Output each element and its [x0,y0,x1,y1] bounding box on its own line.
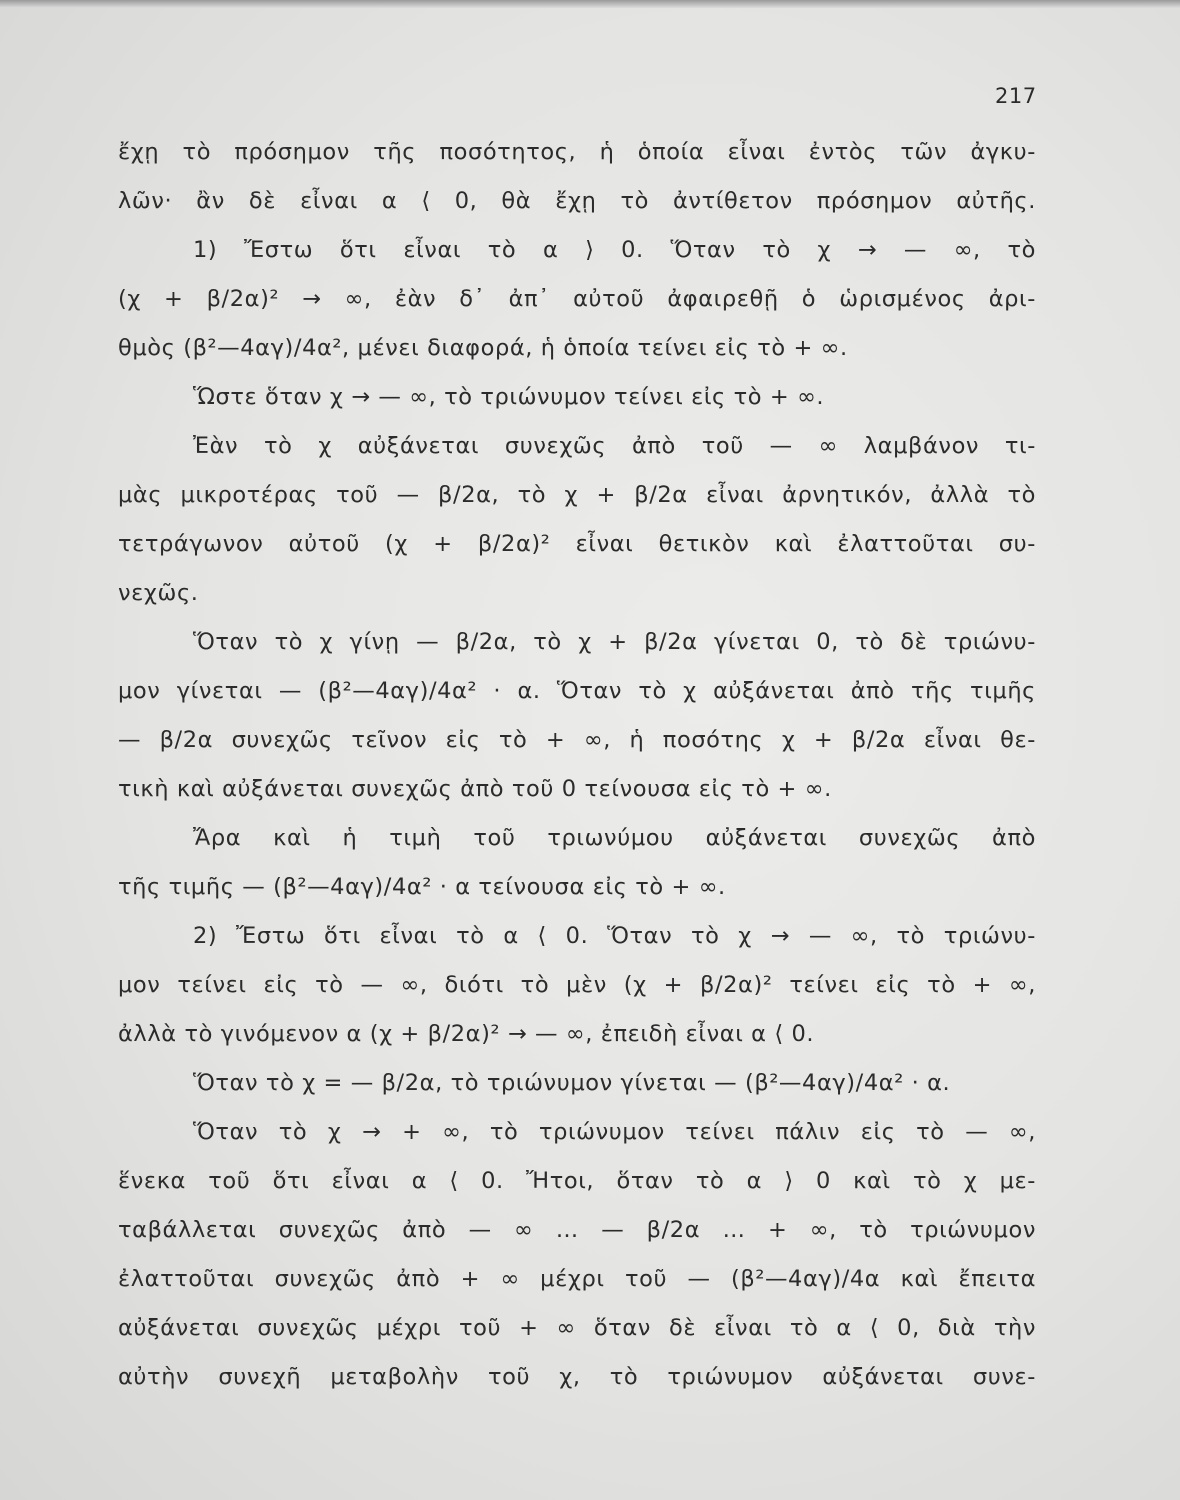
text-line: λῶν· ἂν δὲ εἶναι α ⟨ 0, θὰ ἔχῃ τὸ ἀντίθετον πρόσημον αὐτῆς. [118,188,1036,214]
text-line: — β/2α συνεχῶς τεῖνον εἰς τὸ + ∞, ἡ ποσότης χ + β/2α εἶναι θε- [118,727,1036,753]
text-line: ἕνεκα τοῦ ὅτι εἶναι α ⟨ 0. Ἤτοι, ὅταν τὸ α ⟩ 0 καὶ τὸ χ με- [118,1168,1036,1194]
text-line: μὰς μικροτέρας τοῦ — β/2α, τὸ χ + β/2α εἶναι ἀρνητικόν, ἀλλὰ τὸ [118,482,1036,508]
text-line: Ἄρα καὶ ἡ τιμὴ τοῦ τριωνύμου αὐξάνεται συνεχῶς ἀπὸ [193,825,1036,851]
text-line: τῆς τιμῆς — (β²—4αγ)/4α² · α τείνουσα εἰς τὸ + ∞. [118,874,726,900]
text-line: μον τείνει εἰς τὸ — ∞, διότι τὸ μὲν (χ + β/2α)² τείνει εἰς τὸ + ∞, [118,972,1036,998]
text-line: Ὅταν τὸ χ γίνῃ — β/2α, τὸ χ + β/2α γίνεται 0, τὸ δὲ τριώνυ- [193,629,1036,655]
text-line: μον γίνεται — (β²—4αγ)/4α² · α. Ὅταν τὸ χ αὐξάνεται ἀπὸ τῆς τιμῆς [118,678,1036,704]
text-line: ἐλαττοῦται συνεχῶς ἀπὸ + ∞ μέχρι τοῦ — (β²—4αγ)/4α καὶ ἔπειτα [118,1266,1036,1292]
text-line: (χ + β/2α)² → ∞, ἐὰν δ᾽ ἀπ᾽ αὐτοῦ ἀφαιρεθῇ ὁ ὡρισμένος ἀρι- [118,286,1036,312]
page-number: 217 [995,84,1037,108]
text-line: Ἐὰν τὸ χ αὐξάνεται συνεχῶς ἀπὸ τοῦ — ∞ λαμβάνον τι- [193,433,1036,459]
text-line: ἔχῃ τὸ πρόσημον τῆς ποσότητος, ἡ ὁποία εἶναι ἐντὸς τῶν ἀγκυ- [118,139,1036,165]
text-line: ἀλλὰ τὸ γινόμενον α (χ + β/2α)² → — ∞, ἐπειδὴ εἶναι α ⟨ 0. [118,1021,815,1047]
text-line: 2) Ἔστω ὅτι εἶναι τὸ α ⟨ 0. Ὅταν τὸ χ → — ∞, τὸ τριώνυ- [193,923,1036,949]
text-line: αὐξάνεται συνεχῶς μέχρι τοῦ + ∞ ὅταν δὲ εἶναι τὸ α ⟨ 0, διὰ τὴν [118,1315,1036,1341]
text-line: Ὅταν τὸ χ = — β/2α, τὸ τριώνυμον γίνεται — (β²—4αγ)/4α² · α. [193,1070,951,1096]
text-line: ταβάλλεται συνεχῶς ἀπὸ — ∞ … — β/2α … + ∞, τὸ τριώνυμον [118,1217,1036,1243]
text-line: τετράγωνον αὐτοῦ (χ + β/2α)² εἶναι θετικὸν καὶ ἐλαττοῦται συ- [118,531,1036,557]
text-line: θμὸς (β²—4αγ)/4α², μένει διαφορά, ἡ ὁποία τείνει εἰς τὸ + ∞. [118,335,848,361]
page-body-text [118,128,1036,1402]
text-line: 1) Ἔστω ὅτι εἶναι τὸ α ⟩ 0. Ὅταν τὸ χ → — ∞, τὸ [193,237,1036,263]
text-line: νεχῶς. [118,580,199,606]
scan-edge-shadow [0,0,1180,8]
text-line: αὐτὴν συνεχῆ μεταβολὴν τοῦ χ, τὸ τριώνυμον αὐξάνεται συνε- [118,1364,1036,1390]
text-line: Ὅταν τὸ χ → + ∞, τὸ τριώνυμον τείνει πάλιν εἰς τὸ — ∞, [193,1119,1036,1145]
text-line: Ὥστε ὅταν χ → — ∞, τὸ τριώνυμον τείνει εἰς τὸ + ∞. [193,384,825,410]
text-line: τικὴ καὶ αὐξάνεται συνεχῶς ἀπὸ τοῦ 0 τείνουσα εἰς τὸ + ∞. [118,776,832,802]
